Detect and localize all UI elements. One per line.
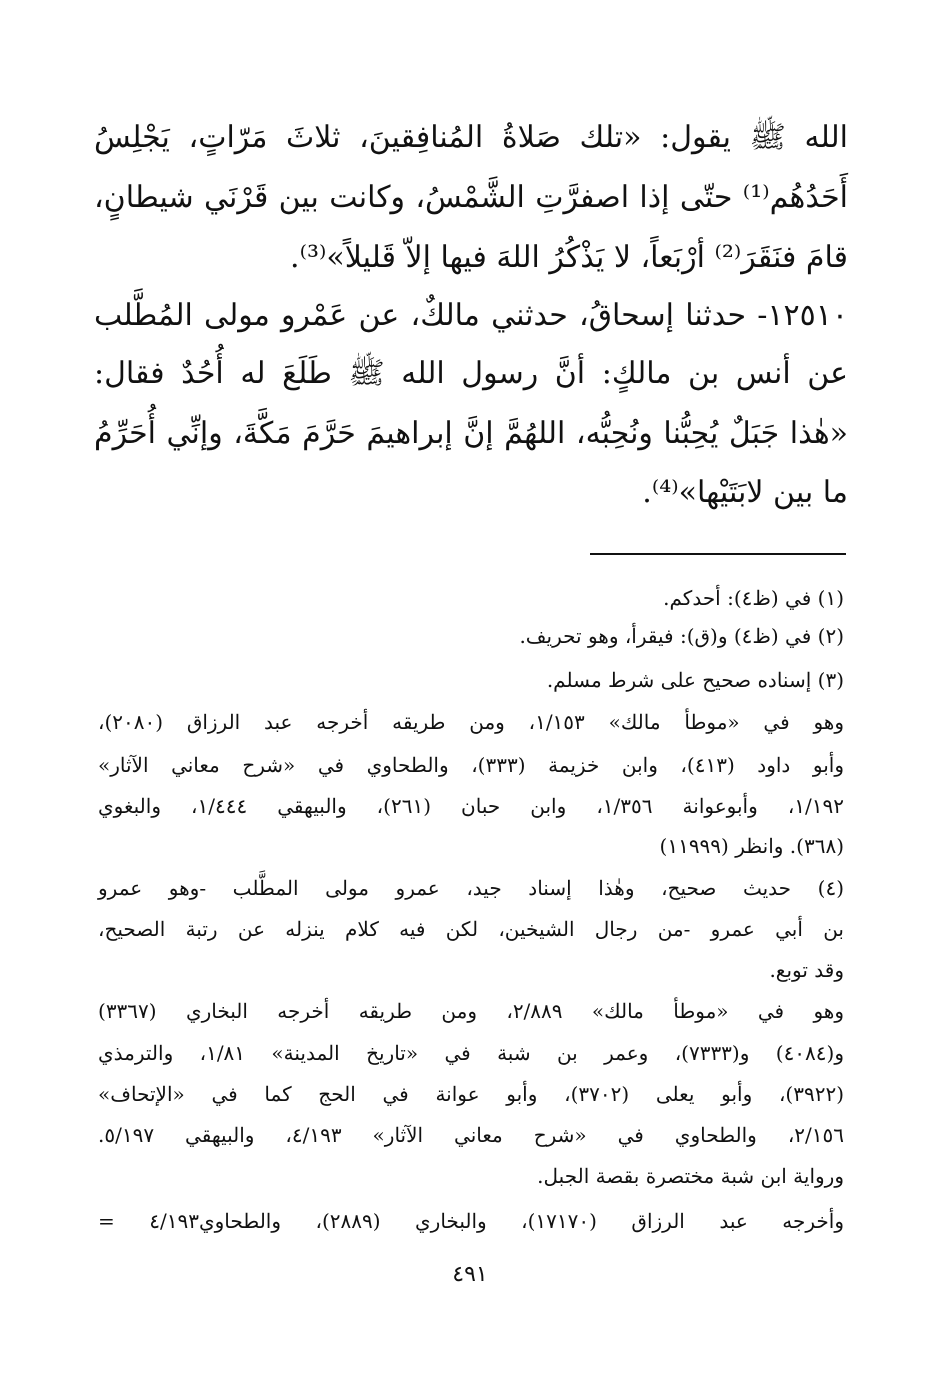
footnote-line: ورواية ابن شبة مختصرة بقصة الجبل. (537, 1164, 844, 1188)
footnote-line: وأخرجه عبد الرزاق (١٧١٧٠)، والبخاري (٢٨٨٩)، والطحاوي٤/١٩٣ = (98, 1209, 844, 1233)
main-text-line: الله ﷺ يقول: «تلك صَلاةُ المُنافِقينَ، ثلاثَ مَرّاتٍ، يَجْلِسُ (94, 120, 848, 155)
footnote-line: (٢) في (ظ٤) و(ق): فيقرأ، وهو تحريف. (519, 624, 844, 648)
footnote-line: بن أبي عمرو -من رجال الشيخين، لكن فيه كلام ينزله عن رتبة الصحيح، (98, 917, 844, 941)
footnote-separator (590, 553, 846, 555)
footnote-line: وقد توبع. (769, 958, 844, 982)
footnote-line: و(٤٠٨٤) و(٧٣٣٣)، وعمر بن شبة في «تاريخ المدينة» ١/٨١، والترمذي (98, 1041, 844, 1065)
footnote-line: (٣٩٢٢)، وأبو يعلى (٣٧٠٢)، وأبو عوانة في الحج كما في «الإتحاف» (98, 1082, 844, 1106)
main-text-line: أَحَدُهُم⁽¹⁾ حتّى إذا اصفرَّتِ الشَّمْسُ، وكانت بين قَرْنَي شيطانٍ، (94, 180, 848, 215)
main-text-line: عن أنس بن مالكٍ: أنَّ رسول الله ﷺ طَلَعَ له أُحُدٌ فقال: (94, 356, 848, 391)
main-text-line: «هٰذا جَبَلٌ يُحِبُّنا ونُحِبُّه، اللهُمَّ إنَّ إبراهيمَ حَرَّمَ مَكَّةَ، وإنِّي أُحَرِّمُ (94, 416, 848, 451)
footnote-line: وهو في «موطأ مالك» ١/١٥٣، ومن طريقه أخرجه عبد الرزاق (٢٠٨٠)، (98, 710, 844, 734)
footnote-line: (٣٦٨). وانظر (١١٩٩٩) (659, 834, 844, 858)
footnote-line: وأبو داود (٤١٣)، وابن خزيمة (٣٣٣)، والطحاوي في «شرح معاني الآثار» (98, 753, 844, 777)
footnote-line: ١/١٩٢، وأبوعوانة ١/٣٥٦، وابن حبان (٢٦١)، والبيهقي ١/٤٤٤، والبغوي (98, 794, 844, 818)
footnote-line: (٤) حديث صحيح، وهٰذا إسناد جيد، عمرو مولى المطَّلب -وهو عمرو (98, 876, 844, 900)
footnote-line: (١) في (ظ٤): أحدكم. (663, 586, 844, 610)
page-number: ٤٩١ (452, 1262, 488, 1287)
main-text-line: قامَ فنَقَرَ⁽²⁾ أرْبَعاً، لا يَذْكُرُ اللهَ فيها إلاّ قَليلاً»⁽³⁾. (290, 240, 848, 275)
footnote-line: (٣) إسناده صحيح على شرط مسلم. (546, 668, 844, 692)
footnote-line: ٢/١٥٦، والطحاوي في «شرح معاني الآثار» ٤/١٩٣، والبيهقي ٥/١٩٧. (98, 1123, 844, 1147)
footnote-line: وهو في «موطأ مالك» ٢/٨٨٩، ومن طريقه أخرجه البخاري (٣٣٦٧) (98, 999, 844, 1023)
main-text-line: ما بين لابَتَيْها»⁽⁴⁾. (642, 475, 848, 510)
hadith-number-line: ١٢٥١٠- حدثنا إسحاقُ، حدثني مالكٌ، عن عَمْرو مولى المُطَّلب (94, 298, 848, 333)
